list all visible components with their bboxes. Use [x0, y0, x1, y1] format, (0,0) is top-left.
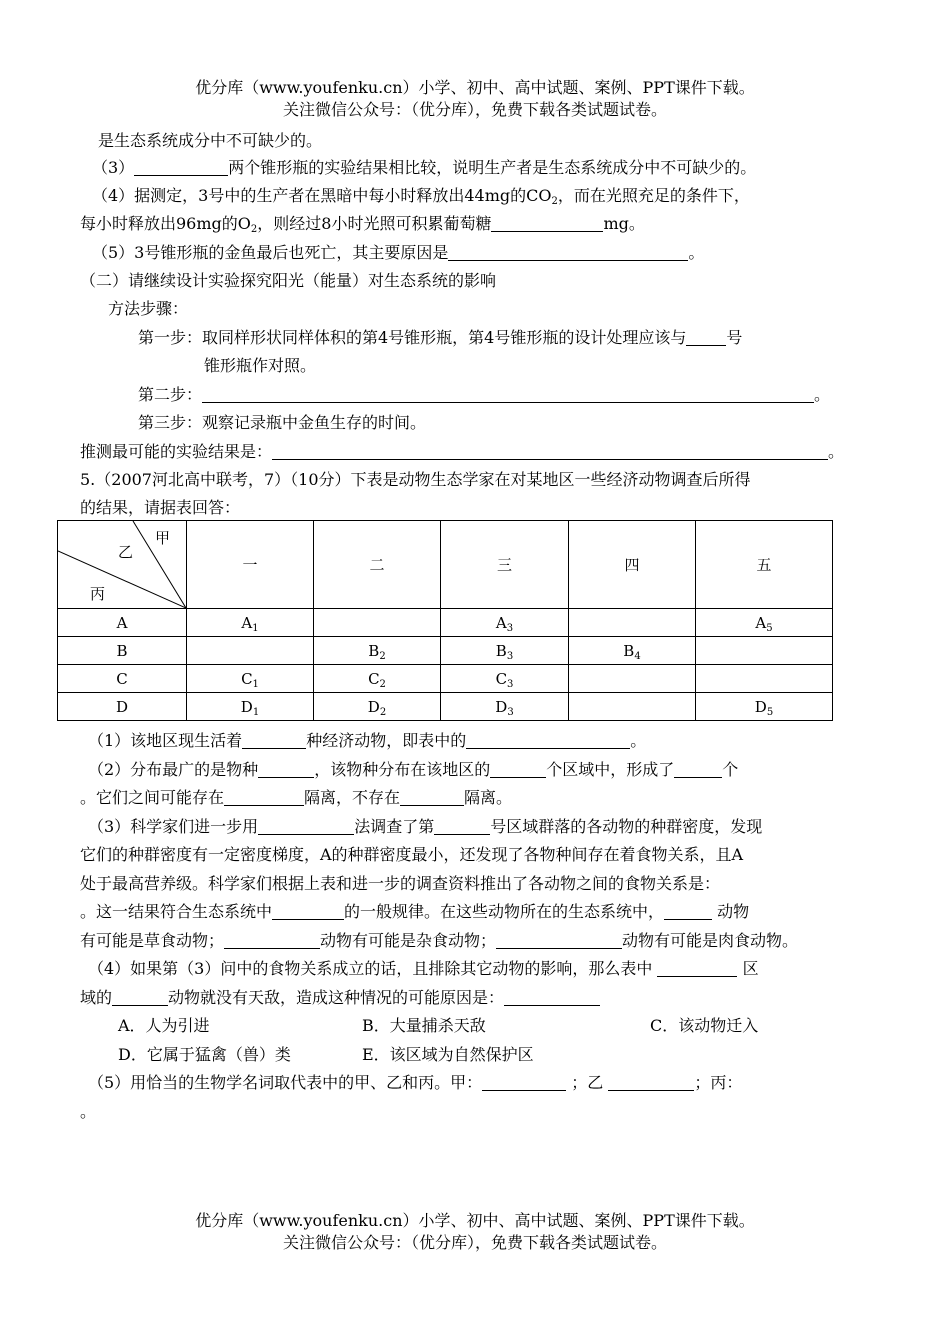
sub-question-3-line-4: 。这一结果符合生态系统中 的一般规律。在这些动物所在的生态系统中， 动物: [80, 902, 750, 921]
answer-blank[interactable]: [134, 159, 228, 176]
answer-blank[interactable]: [434, 818, 490, 835]
table-cell: [569, 665, 696, 693]
answer-blank[interactable]: [242, 732, 306, 749]
sub-question-5-line-2: 。: [80, 1102, 97, 1121]
question-4-line-2: 每小时释放出96mg的$O_2$，则经过8小时光照可积累葡萄糖 mg。: [80, 214, 645, 235]
sub-question-5: （5）用恰当的生物学名词取代表中的甲、乙和丙。甲： ；乙 ；丙：: [88, 1073, 743, 1092]
column-header: 五: [696, 521, 833, 609]
table-cell: $A_5$: [696, 609, 833, 637]
problem-5-intro-2: 的结果，请据表回答：: [80, 498, 241, 517]
table-cell: $D_2$: [314, 693, 441, 721]
table-row: [58, 637, 833, 665]
answer-blank[interactable]: [674, 761, 722, 778]
answer-blank[interactable]: [482, 1074, 566, 1091]
sub-question-1: （1）该地区现生活着 种经济动物，即表中的 。: [88, 731, 647, 750]
table-row: [58, 665, 833, 693]
question-4-line: （4）据测定，3号中的生产者在黑暗中每小时释放出44mg的$CO_2$，而在光照充足的条件下，: [92, 186, 750, 207]
option-b: B．大量捕杀天敌: [362, 1016, 486, 1035]
method-label: 方法步骤：: [108, 299, 189, 318]
sub-question-2: （2）分布最广的是物种 ，该物种分布在该地区的 个区域中，形成了 个: [88, 760, 739, 779]
corner-jia: 甲: [155, 529, 171, 547]
table-cell: $A_3$: [441, 609, 569, 637]
table-cell: [187, 637, 314, 665]
table-cell: $C_1$: [187, 665, 314, 693]
table-cell: [569, 609, 696, 637]
sub-question-4: （4）如果第（3）问中的食物关系成立的话，且排除其它动物的影响，那么表中 区: [88, 959, 759, 978]
option-e: E．该区域为自然保护区: [362, 1045, 534, 1064]
header-line-2: 关注微信公众号：（优分库），免费下载各类试题试卷。: [282, 100, 667, 119]
table-row: [58, 609, 833, 637]
answer-blank[interactable]: [496, 932, 622, 949]
table-cell: [696, 665, 833, 693]
answer-blank[interactable]: [608, 1074, 694, 1091]
table-cell: $D_5$: [696, 693, 833, 721]
table-cell: $B_2$: [314, 637, 441, 665]
answer-blank[interactable]: [448, 244, 688, 261]
column-header: 三: [441, 521, 569, 609]
answer-blank[interactable]: [400, 789, 464, 806]
answer-blank[interactable]: [258, 818, 354, 835]
column-header: 一: [187, 521, 314, 609]
question-3-line: （3） 两个锥形瓶的实验结果相比较，说明生产者是生态系统成分中不可缺少的。: [92, 158, 757, 177]
footer-line-1: 优分库（www.youfenku.cn）小学、初中、高中试题、案例、PPT课件下载。: [195, 1211, 755, 1230]
answer-blank[interactable]: [491, 215, 603, 232]
row-label: A: [58, 609, 187, 637]
step-3-line: 第三步：观察记录瓶中金鱼生存的时间。: [138, 413, 427, 432]
answer-blank[interactable]: [504, 989, 600, 1006]
table-cell: $B_3$: [441, 637, 569, 665]
sub-question-3: （3）科学家们进一步用 法调查了第 号区域群落的各动物的种群密度，发现: [88, 817, 763, 836]
row-label: B: [58, 637, 187, 665]
table-cell: [696, 637, 833, 665]
sub-question-4-line-2: 域的 动物就没有天敌，造成这种情况的可能原因是：: [80, 987, 600, 1009]
answer-blank[interactable]: [112, 989, 168, 1006]
column-header: 四: [569, 521, 696, 609]
answer-blank[interactable]: [272, 903, 344, 920]
step-1-line-2: 锥形瓶作对照。: [204, 356, 317, 375]
survey-table: [57, 520, 833, 721]
step-2-line: 第二步： 。: [138, 385, 831, 404]
footer-line-2: 关注微信公众号：（优分库），免费下载各类试题试卷。: [282, 1233, 667, 1252]
table-cell: $D_1$: [187, 693, 314, 721]
expected-result-line: 推测最可能的实验结果是： 。: [80, 442, 845, 461]
column-header: 二: [314, 521, 441, 609]
text-line: 是生态系统成分中不可缺少的。: [98, 131, 323, 150]
option-d: D．它属于猛禽（兽）类: [118, 1045, 291, 1064]
option-c: C．该动物迁入: [650, 1016, 759, 1035]
table-cell: $D_3$: [441, 693, 569, 721]
option-a: A．人为引进: [118, 1016, 210, 1035]
answer-blank[interactable]: [224, 789, 304, 806]
sub-question-3-line-3: 处于最高营养级。科学家们根据上表和进一步的调查资料推出了各动物之间的食物关系是：: [80, 874, 721, 893]
answer-blank[interactable]: [466, 732, 630, 749]
corner-bing: 丙: [90, 585, 106, 603]
table-cell: [314, 609, 441, 637]
table-cell: $A_1$: [187, 609, 314, 637]
question-5-line: （5）3号锥形瓶的金鱼最后也死亡，其主要原因是 。: [92, 243, 705, 262]
answer-blank[interactable]: [664, 903, 712, 920]
table-cell: $C_3$: [441, 665, 569, 693]
answer-blank[interactable]: [490, 761, 546, 778]
section-heading: （二）请继续设计实验探究阳光（能量）对生态系统的影响: [80, 271, 497, 290]
row-label: D: [58, 693, 187, 721]
answer-blank[interactable]: [272, 443, 828, 460]
table-row: [58, 693, 833, 721]
sub-question-3-line-2: 它们的种群密度有一定密度梯度，A的种群密度最小，还发现了各物种间存在着食物关系，且A: [80, 845, 744, 864]
table-cell: [569, 693, 696, 721]
answer-blank[interactable]: [258, 761, 314, 778]
corner-cell: [58, 521, 187, 609]
table-cell: $C_2$: [314, 665, 441, 693]
answer-blank[interactable]: [202, 386, 814, 403]
problem-5-intro: 5.（2007河北高中联考，7）（10分）下表是动物生态学家在对某地区一些经济动物调查后所得: [80, 470, 751, 489]
sub-question-3-line-5: 有可能是草食动物； 动物有可能是杂食动物； 动物有可能是肉食动物。: [80, 931, 799, 950]
answer-blank[interactable]: [657, 960, 737, 977]
sub-question-2-line-2: 。它们之间可能存在 隔离，不存在 隔离。: [80, 788, 513, 807]
step-1-line: 第一步：取同样形状同样体积的第4号锥形瓶，第4号锥形瓶的设计处理应该与 号: [138, 328, 743, 347]
row-label: C: [58, 665, 187, 693]
answer-blank[interactable]: [686, 329, 726, 346]
table-cell: $B_4$: [569, 637, 696, 665]
answer-blank[interactable]: [224, 932, 320, 949]
header-line-1: 优分库（www.youfenku.cn）小学、初中、高中试题、案例、PPT课件下载。: [195, 78, 755, 97]
corner-yi: 乙: [118, 543, 134, 561]
